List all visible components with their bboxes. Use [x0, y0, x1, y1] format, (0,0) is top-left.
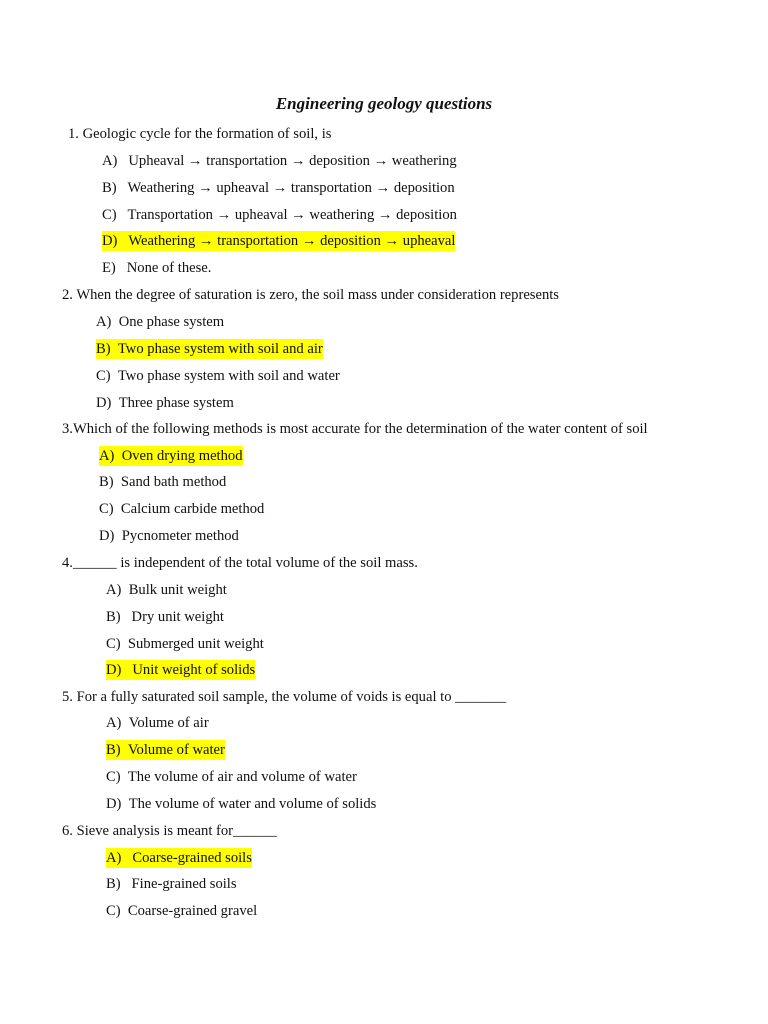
q4-option-a: A) Bulk unit weight — [106, 582, 227, 598]
q4-option-b: B) Dry unit weight — [106, 609, 224, 625]
page-title: Engineering geology questions — [275, 94, 493, 113]
q6-option-b: B) Fine-grained soils — [106, 876, 237, 892]
q3-option-d: D) Pycnometer method — [99, 528, 239, 544]
question-4-text: 4.______ is independent of the total volume of the soil mass. — [62, 555, 418, 571]
q2-option-c: C) Two phase system with soil and water — [96, 368, 340, 384]
q3-option-c: C) Calcium carbide method — [99, 501, 265, 517]
q2-option-a: A) One phase system — [96, 314, 225, 330]
q6-option-c: C) Coarse-grained gravel — [106, 903, 258, 919]
q1-option-d-highlighted: D) Weathering → transportation → deposition → upheaval — [102, 233, 456, 249]
question-3-text: 3.Which of the following methods is most accurate for the determination of the water content of soil — [62, 421, 648, 437]
q5-option-b-highlighted: B) Volume of water — [106, 742, 225, 758]
q2-option-b-highlighted: B) Two phase system with soil and air — [96, 341, 323, 357]
q6-option-a-highlighted: A) Coarse-grained soils — [106, 850, 252, 866]
q5-option-a: A) Volume of air — [106, 715, 209, 731]
q5-option-d: D) The volume of water and volume of solids — [106, 796, 377, 812]
q1-option-b: B) Weathering → upheaval → transportation → deposition — [102, 180, 455, 196]
q1-option-a: A) Upheaval → transportation → deposition → weathering — [102, 153, 457, 169]
q4-option-d-highlighted: D) Unit weight of solids — [106, 662, 256, 678]
q1-option-c: C) Transportation → upheaval → weathering → deposition — [102, 207, 457, 223]
q5-option-c: C) The volume of air and volume of water — [106, 769, 357, 785]
q3-option-b: B) Sand bath method — [99, 474, 227, 490]
q2-option-d: D) Three phase system — [96, 395, 234, 411]
question-6-text: 6. Sieve analysis is meant for______ — [62, 823, 277, 839]
question-2-text: 2. When the degree of saturation is zero, the soil mass under consideration represents — [62, 287, 559, 303]
question-1-text: 1. Geologic cycle for the formation of soil, is — [68, 126, 332, 142]
q4-option-c: C) Submerged unit weight — [106, 636, 264, 652]
q3-option-a-highlighted: A) Oven drying method — [99, 448, 243, 464]
q1-option-e: E) None of these. — [102, 260, 212, 276]
question-5-text: 5. For a fully saturated soil sample, the volume of voids is equal to _______ — [62, 689, 507, 705]
